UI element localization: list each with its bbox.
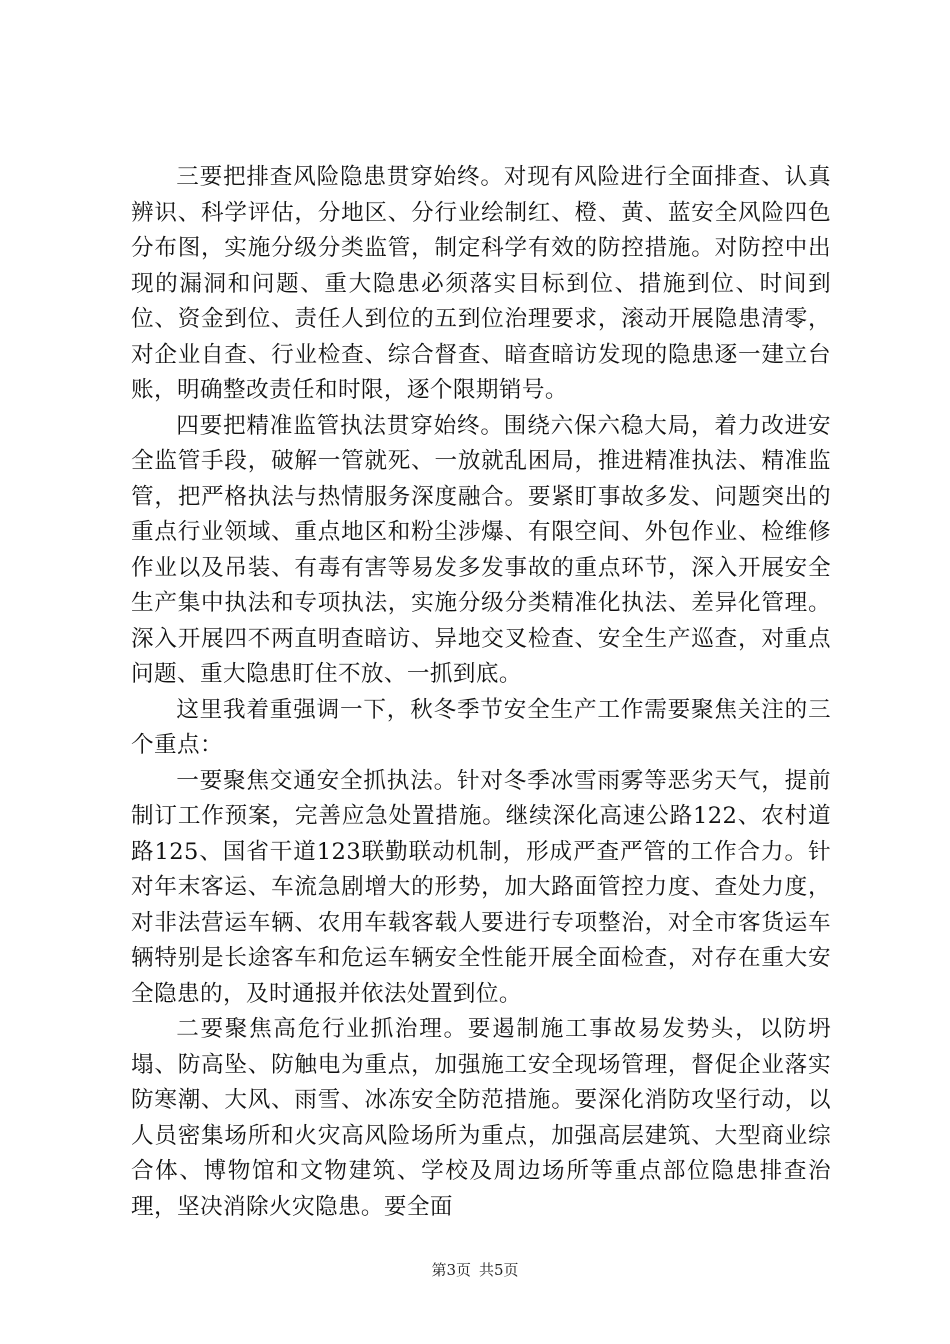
page-footer [0,1260,950,1280]
paragraph: 二要聚焦高危行业抓治理。要遏制施工事故易发势头，以防坍塌、防高坠、防触电为重点，加强施工安全现场管理，督促企业落实防寒潮、大风、雨雪、冰冻安全防范措施。要深化消防攻坚行动，以人员密集场所和火灾高风险场所为重点，加强高层建筑、大型商业综合体、博物馆和文物建筑、学校及周边场所等重点部位隐患排查治理，坚决消除火灾隐患。要全面 [131,1016,831,1220]
paragraph: 这里我着重强调一下，秋冬季节安全生产工作需要聚焦关注的三个重点： [131,696,831,758]
paragraph: 三要把排查风险隐患贯穿始终。对现有风险进行全面排查、认真辨识、科学评估，分地区、分行业绘制红、橙、黄、蓝安全风险四色分布图，实施分级分类监管，制定科学有效的防控措施。对防控中出现的漏洞和问题、重大隐患必须落实目标到位、措施到位、时间到位、资金到位、责任人到位的五到位治理要求，滚动开展隐患清零，对企业自查、行业检查、综合督查、暗查暗访发现的隐患逐一建立台账，明确整改责任和时限，逐个限期销号。 [131,164,831,403]
page-number: 第3页 [431,1261,471,1279]
paragraph: 四要把精准监管执法贯穿始终。围绕六保六稳大局，着力改进安全监管手段，破解一管就死、一放就乱困局，推进精准执法、精准监管，把严格执法与热情服务深度融合。要紧盯事故多发、问题突出的重点行业领域、重点地区和粉尘涉爆、有限空间、外包作业、检维修作业以及吊装、有毒有害等易发多发事故的重点环节，深入开展安全生产集中执法和专项执法，实施分级分类精准化执法、差异化管理。深入开展四不两直明查暗访、异地交叉检查、安全生产巡查，对重点问题、重大隐患盯住不放、一抓到底。 [131,412,831,687]
document-body [131,160,831,1225]
page-total: 共5页 [479,1261,519,1279]
paragraph: 一要聚焦交通安全抓执法。针对冬季冰雪雨雾等恶劣天气，提前制订工作预案，完善应急处置措施。继续深化高速公路122、农村道路125、国省干道123联勤联动机制，形成严查严管的工作合力。针对年末客运、车流急剧增大的形势，加大路面管控力度、查处力度，对非法营运车辆、农用车载客载人要进行专项整治，对全市客货运车辆特别是长途客车和危运车辆安全性能开展全面检查，对存在重大安全隐患的，及时通报并依法处置到位。 [131,767,831,1007]
